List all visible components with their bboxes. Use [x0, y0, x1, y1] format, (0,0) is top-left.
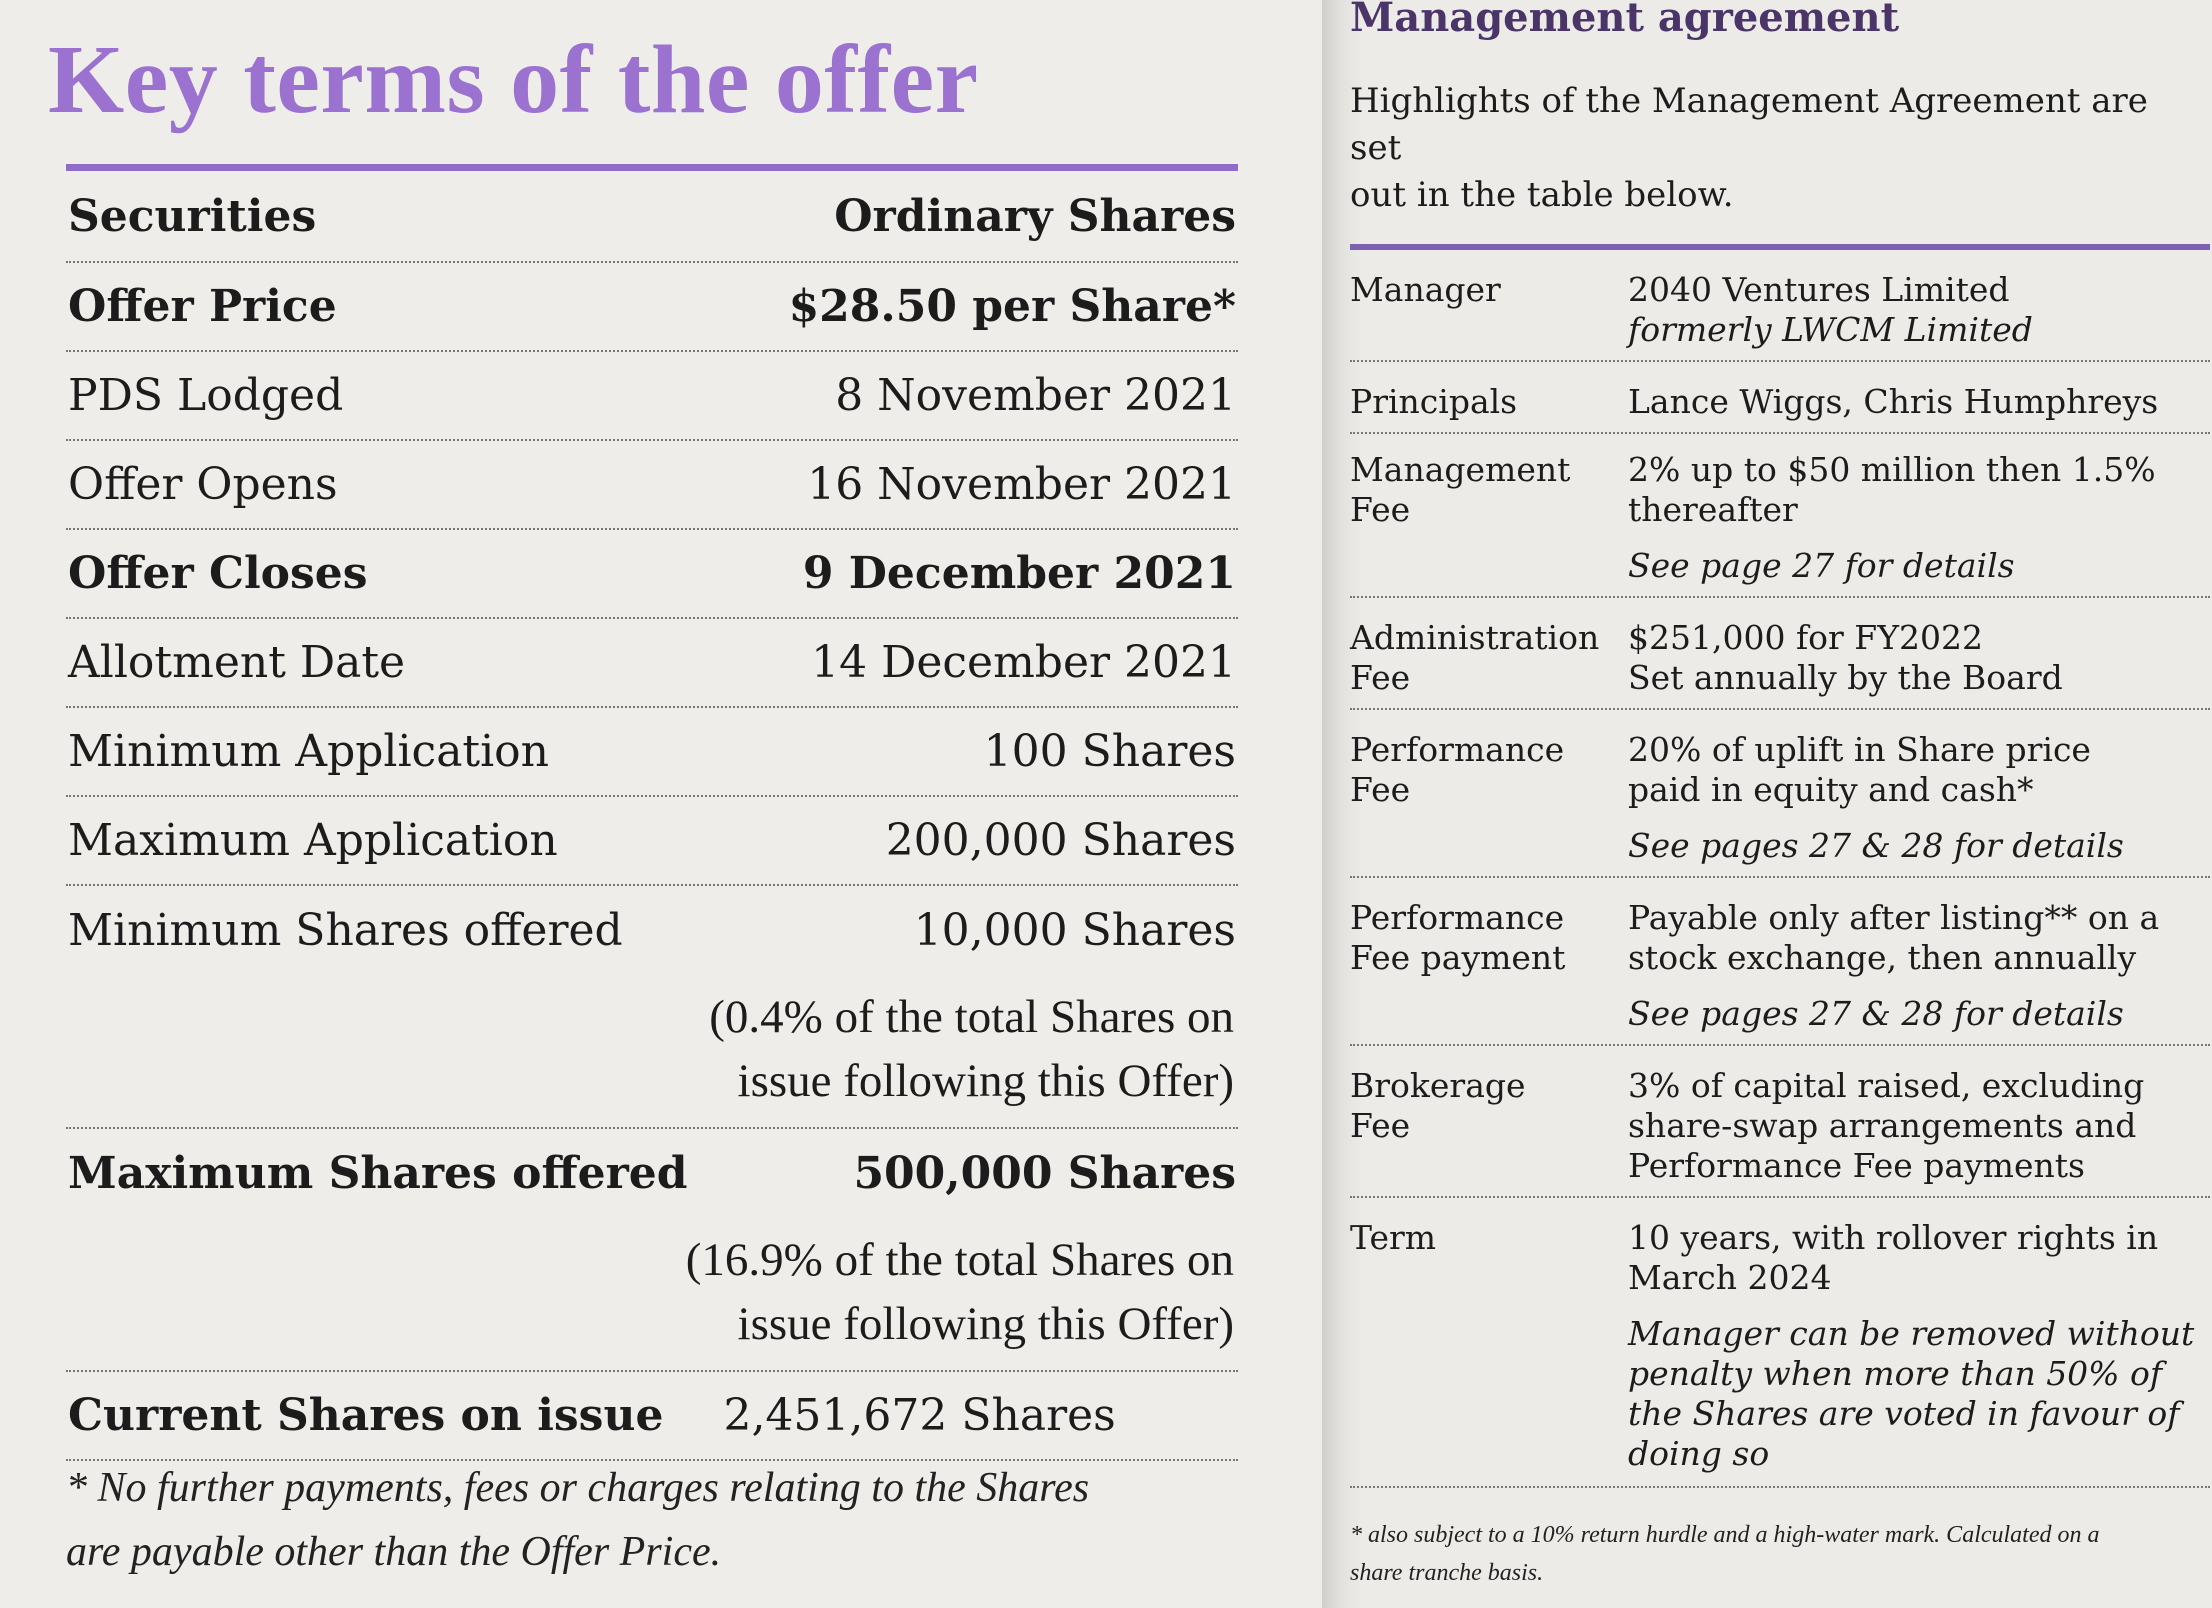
ma-row-brokerage-fee — [1350, 1046, 2210, 1198]
key-line: Term — [1350, 1218, 1437, 1257]
details-note: See pages 27 & 28 for details — [1628, 826, 2124, 865]
management-agreement-intro — [1350, 78, 2190, 219]
key-line: Performance — [1350, 898, 1565, 937]
row-value: 2,451,672 Shares — [723, 1390, 1116, 1441]
management-agreement-table — [1350, 244, 2210, 1488]
note-line: Manager can be removed without — [1628, 1314, 2195, 1353]
row-value — [1628, 270, 2210, 350]
minimum-shares-note — [66, 975, 1238, 1129]
value-line: 20% of uplift in Share price — [1628, 730, 2091, 769]
row-label: PDS Lodged — [68, 370, 344, 421]
key-terms-row-offer-price — [66, 263, 1238, 352]
key-terms-row-offer-closes — [66, 530, 1238, 619]
management-agreement-page — [1350, 0, 2212, 1608]
ma-row-management-fee — [1350, 434, 2210, 598]
note-line: (16.9% of the total Shares on — [685, 1234, 1234, 1286]
note-line: issue following this Offer) — [737, 1055, 1234, 1107]
ma-row-performance-fee — [1350, 710, 2210, 878]
row-label: Offer Closes — [68, 548, 368, 599]
details-note: See pages 27 & 28 for details — [1628, 994, 2124, 1033]
key-line: Fee — [1350, 490, 1411, 529]
row-value: 100 Shares — [983, 726, 1236, 777]
footnote-line: share tranche basis. — [1350, 1560, 1544, 1586]
row-key — [1350, 382, 1628, 422]
key-terms-title: Key terms of the offer — [48, 26, 979, 134]
key-line: Fee payment — [1350, 938, 1566, 977]
row-key — [1350, 730, 1628, 866]
row-label: Maximum Shares offered — [68, 1148, 688, 1199]
value-line: Lance Wiggs, Chris Humphreys — [1628, 382, 2159, 421]
management-agreement-title: Management agreement — [1350, 0, 1900, 41]
value-line: thereafter — [1628, 490, 1798, 529]
row-label: Offer Price — [68, 281, 337, 332]
key-terms-row-offer-opens — [66, 441, 1238, 530]
value-line: 10 years, with rollover rights in — [1628, 1218, 2159, 1257]
key-line: Fee — [1350, 658, 1411, 697]
ma-row-principals — [1350, 362, 2210, 434]
row-label: Minimum Application — [68, 726, 550, 777]
key-line: Performance — [1350, 730, 1565, 769]
row-key — [1350, 450, 1628, 586]
details-note: See page 27 for details — [1628, 546, 2015, 585]
intro-line: Highlights of the Management Agreement are set — [1350, 81, 2148, 168]
footnote-line: * also subject to a 10% return hurdle and a high-water mark. Calculated on a — [1350, 1522, 2100, 1548]
row-value: 9 December 2021 — [802, 548, 1236, 599]
key-terms-row-pds-lodged — [66, 352, 1238, 441]
removal-note — [1628, 1314, 2210, 1474]
ma-row-manager — [1350, 250, 2210, 362]
row-value: 16 November 2021 — [807, 459, 1236, 510]
row-key — [1350, 1218, 1628, 1474]
row-value: 14 December 2021 — [811, 637, 1236, 688]
key-terms-row-maximum-shares-offered — [66, 1129, 1238, 1218]
key-terms-row-current-shares — [66, 1372, 1238, 1461]
ma-row-performance-fee-payment — [1350, 878, 2210, 1046]
key-line: Manager — [1350, 270, 1501, 309]
row-key — [1350, 618, 1628, 698]
value-line: paid in equity and cash* — [1628, 770, 2034, 809]
value-line: share-swap arrangements and — [1628, 1106, 2137, 1145]
row-value — [1628, 1066, 2210, 1186]
note-line: doing so — [1628, 1434, 1770, 1473]
row-key — [1350, 270, 1628, 350]
row-value — [1628, 1218, 2210, 1474]
row-value: Ordinary Shares — [834, 190, 1236, 242]
key-line: Fee — [1350, 1106, 1411, 1145]
ma-row-administration-fee — [1350, 598, 2210, 710]
value-line: 2040 Ventures Limited — [1628, 270, 2010, 309]
key-line: Principals — [1350, 382, 1518, 421]
row-value: 500,000 Shares — [853, 1148, 1236, 1199]
row-value: 10,000 Shares — [913, 905, 1236, 956]
value-line: Performance Fee payments — [1628, 1146, 2085, 1185]
intro-line: out in the table below. — [1350, 175, 1734, 215]
key-line: Administration — [1350, 618, 1600, 657]
row-value: 200,000 Shares — [885, 815, 1236, 866]
management-footnote — [1350, 1516, 2210, 1592]
offer-price-footnote — [66, 1456, 1238, 1584]
row-label: Current Shares on issue — [68, 1390, 664, 1441]
value-line: 2% up to $50 million then 1.5% — [1628, 450, 2156, 489]
key-terms-row-securities — [66, 171, 1238, 263]
value-line: March 2024 — [1628, 1258, 1832, 1297]
key-line: Management — [1350, 450, 1571, 489]
key-terms-table — [66, 164, 1238, 1461]
row-value: $28.50 per Share* — [788, 281, 1236, 332]
row-value — [1628, 382, 2210, 422]
key-terms-row-minimum-shares-offered — [66, 886, 1238, 975]
value-line: Set annually by the Board — [1628, 658, 2063, 697]
footnote-line: * No further payments, fees or charges relating to the Shares — [66, 1465, 1090, 1511]
value-line: 3% of capital raised, excluding — [1628, 1066, 2145, 1105]
key-line: Brokerage — [1350, 1066, 1526, 1105]
row-value: 8 November 2021 — [835, 370, 1236, 421]
note-line: penalty when more than 50% of — [1628, 1354, 2163, 1393]
value-line: Payable only after listing** on a — [1628, 898, 2160, 937]
value-line: $251,000 for FY2022 — [1628, 618, 1983, 657]
row-value — [1628, 450, 2210, 586]
key-line: Fee — [1350, 770, 1411, 809]
footnote-line: are payable other than the Offer Price. — [66, 1529, 722, 1575]
row-value — [1628, 730, 2210, 866]
note-line: the Shares are voted in favour of — [1628, 1394, 2180, 1433]
row-key — [1350, 1066, 1628, 1186]
value-line: stock exchange, then annually — [1628, 938, 2137, 977]
row-label: Securities — [68, 190, 317, 242]
row-label: Maximum Application — [68, 815, 558, 866]
key-terms-row-maximum-application — [66, 797, 1238, 886]
ma-row-term — [1350, 1198, 2210, 1488]
note-line: issue following this Offer) — [737, 1298, 1234, 1350]
row-label: Allotment Date — [68, 637, 406, 688]
row-value — [1628, 618, 2210, 698]
row-key — [1350, 898, 1628, 1034]
value-line-italic: formerly LWCM Limited — [1628, 310, 2033, 349]
key-terms-row-allotment-date — [66, 619, 1238, 708]
note-line: (0.4% of the total Shares on — [709, 991, 1234, 1043]
key-terms-row-minimum-application — [66, 708, 1238, 797]
row-label: Minimum Shares offered — [68, 905, 623, 956]
row-value — [1628, 898, 2210, 1034]
row-label: Offer Opens — [68, 459, 338, 510]
maximum-shares-note — [66, 1218, 1238, 1372]
